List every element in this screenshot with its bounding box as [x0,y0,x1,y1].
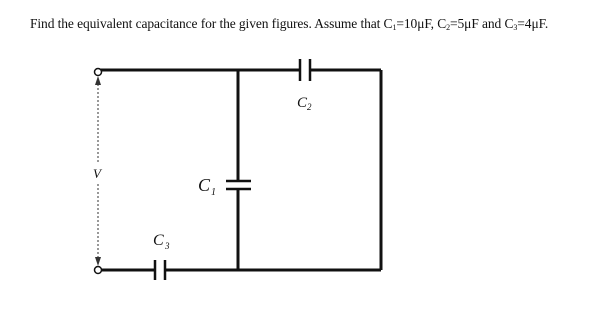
svg-text:C: C [297,95,308,111]
question-text-part2: =10μF, C [396,16,447,31]
question-text-part1: Find the equivalent capacitance for the given figures. Assume that C [30,16,393,31]
c2-subscript: 2 [446,23,451,32]
voltage-arrow-down-head [95,257,101,266]
voltage-label: V [93,166,101,181]
c3-subscript: 3 [513,23,518,32]
question-text-part3: =5μF and C [450,16,514,31]
svg-text:2: 2 [307,102,312,112]
voltage-arrow-up-head [95,76,101,85]
bottom-terminal [95,267,102,274]
c2-label [297,95,312,112]
capacitor-c3 [155,260,165,280]
svg-text:C: C [198,175,211,195]
question-text-part4: =4μF. [517,16,549,31]
svg-text:C: C [153,232,164,249]
svg-text:1: 1 [211,187,216,198]
top-terminal [95,69,102,76]
capacitor-c1 [226,181,251,189]
c1-label [198,175,216,198]
c3-label [153,232,170,251]
capacitor-c2 [300,59,310,81]
svg-text:3: 3 [165,241,170,251]
c1-subscript: 1 [392,23,397,32]
